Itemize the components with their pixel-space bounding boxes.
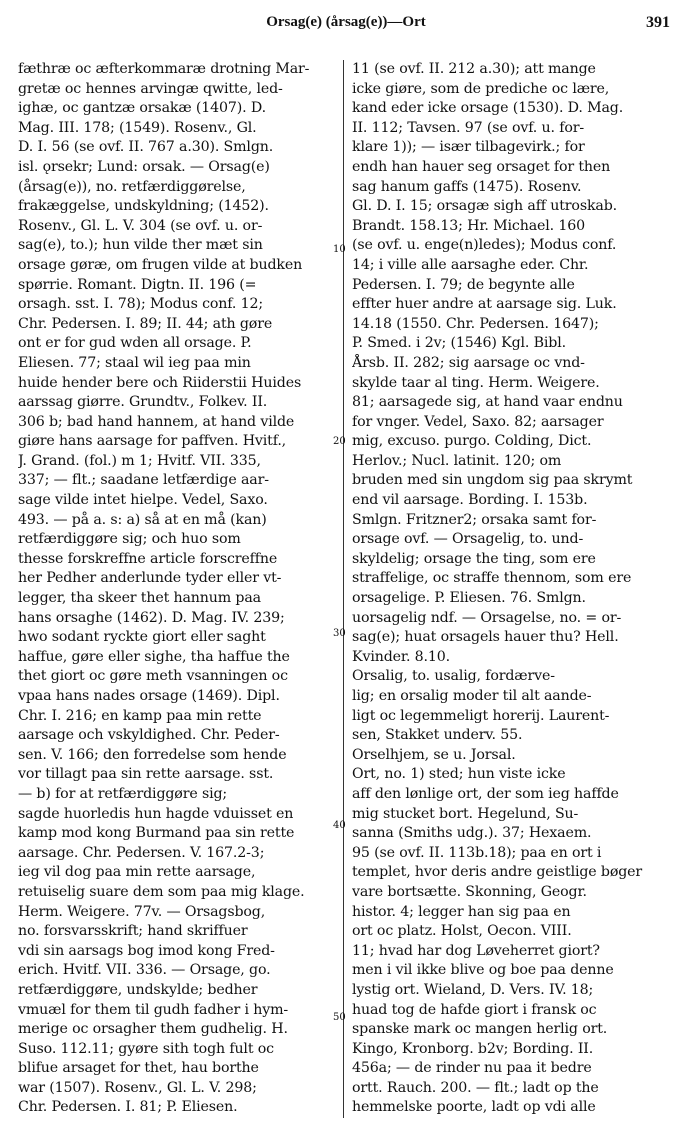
text-line: fæthræ oc æfterkommaræ drotning Mar-: [18, 61, 310, 77]
line-number: 10: [333, 244, 346, 255]
text-line: Pedersen. I. 79; de begynte alle: [352, 276, 575, 293]
text-line: Orsalig, to. usalig, fordærve-: [352, 668, 555, 685]
text-line: orsage gøræ, om frugen vilde at budken: [18, 256, 303, 273]
text-line: Mag. III. 178; (1549). Rosenv., Gl.: [18, 119, 257, 136]
text-line: thesse forskreffne article forscreffne: [18, 550, 278, 567]
text-line: kand eder icke orsage (1530). D. Mag.: [352, 100, 624, 117]
text-line: erich. Hvitf. VII. 336. — Orsage, go.: [18, 962, 271, 979]
page-number: 391: [646, 14, 670, 31]
text-line: legger, tha skeer thet hannum paa: [18, 590, 261, 607]
text-line: sage vilde intet hielpe. Vedel, Saxo.: [18, 492, 268, 509]
page-header: [0, 14, 692, 38]
text-line: Rosenv., Gl. L. V. 304 (se ovf. u. or-: [18, 217, 263, 234]
text-line: straffelige, oc straffe thennom, som ere: [352, 570, 632, 587]
text-line: ont er for gud wden all orsage. P.: [18, 335, 252, 352]
text-line: lig; en orsalig moder til alt aande-: [352, 688, 592, 704]
text-line: histor. 4; legger han sig paa en: [352, 903, 571, 920]
text-line: (se ovf. u. enge(n)ledes); Modus conf.: [352, 237, 617, 254]
text-line: J. Grand. (fol.) m 1; Hvitf. VII. 335,: [18, 452, 261, 469]
text-line: hemmelske poorte, ladt op vdi alle: [352, 1099, 596, 1116]
left-column: [18, 60, 336, 1118]
text-line: Chr. Pedersen. I. 89; II. 44; ath gøre: [18, 315, 273, 332]
text-line: Ort, no. 1) sted; hun viste icke: [352, 766, 566, 783]
text-line: retfærdiggøre sig; och huo som: [18, 531, 241, 548]
text-line: P. Smed. i 2v; (1546) Kgl. Bibl.: [352, 335, 566, 352]
text-line: frakæggelse, undskyldning; (1452).: [18, 198, 269, 215]
text-line: klare 1)); — især tilbagevirk.; for: [352, 139, 585, 156]
text-line: 81; aarsagede sig, at hand vaar endnu: [352, 394, 623, 411]
text-line: Brandt. 158.13; Hr. Michael. 160: [352, 217, 585, 234]
text-line: isl. ǫrsekr; Lund: orsak. — Orsag(e): [18, 158, 270, 175]
text-line: vpaa hans nades orsage (1469). Dipl.: [18, 688, 280, 704]
text-line: ighæ, oc gantzæ orsakæ (1407). D.: [18, 100, 266, 117]
text-line: kamp mod kong Burmand paa sin rette: [18, 825, 295, 842]
text-line: mig stucket bort. Hegelund, Su-: [352, 805, 579, 822]
text-line: — b) for at retfærdiggøre sig;: [18, 785, 228, 802]
text-line: ort oc platz. Holst, Oecon. VIII.: [352, 923, 572, 940]
column-rule: [343, 60, 344, 1118]
text-line: ortt. Rauch. 200. — flt.; ladt op the: [352, 1079, 599, 1096]
text-line: Kingo, Kronborg. b2v; Bording. II.: [352, 1040, 594, 1057]
text-line: aff den lønlige ort, der som ieg haffde: [352, 785, 619, 802]
text-line: orsage ovf. — Orsagelig, to. und-: [352, 531, 584, 548]
text-line: Årsb. II. 282; sig aarsage oc vnd-: [352, 354, 585, 371]
text-line: sen, Stakket underv. 55.: [352, 727, 523, 744]
text-line: 14.18 (1550. Chr. Pedersen. 1647);: [352, 315, 599, 332]
text-line: vdi sin aarsags bog imod kong Fred-: [18, 942, 275, 959]
text-line: gretæ oc hennes arvingæ qwitte, led-: [18, 80, 283, 97]
text-line: effter huer andre at aarsage sig. Luk.: [352, 296, 617, 313]
text-line: sen. V. 166; den forredelse som hende: [18, 746, 287, 763]
text-line: sag(e), to.); hun vilde ther mæt sin: [18, 237, 263, 254]
text-line: vor tillagt paa sin rette aarsage. sst.: [18, 766, 274, 783]
text-line: mig, excuso. purgo. Colding, Dict.: [352, 433, 592, 450]
text-line: orsagh. sst. I. 78); Modus conf. 12;: [18, 296, 263, 313]
text-line: retuiselig suare dem som paa mig klage.: [18, 883, 305, 900]
text-line: D. I. 56 (se ovf. II. 767 a.30). Smlgn.: [18, 139, 274, 156]
text-line: 95 (se ovf. II. 113b.18); paa en ort i: [352, 844, 602, 861]
text-line: Smlgn. Fritzner2; orsaka samt for-: [352, 511, 597, 528]
text-line: retfærdiggøre, undskylde; bedher: [18, 981, 258, 998]
text-line: Chr. I. 216; en kamp paa min rette: [18, 707, 262, 724]
text-line: lystig ort. Wieland, D. Vers. IV. 18;: [352, 981, 594, 998]
text-line: aarssag giørre. Grundtv., Folkev. II.: [18, 394, 268, 411]
text-line: no. forsvarsskrift; hand skriffuer: [18, 923, 248, 940]
text-line: uorsagelig ndf. — Orsagelse, no. = or-: [352, 609, 622, 626]
running-head: Orsag(e) (årsag(e))—Ort: [266, 14, 426, 30]
line-number: 50: [333, 1012, 346, 1023]
line-number: 40: [333, 820, 346, 831]
text-line: Chr. Pedersen. I. 81; P. Eliesen.: [18, 1099, 238, 1116]
text-line: 493. — på a. s: a) så at en må (kan): [18, 511, 267, 528]
text-line: orsagelige. P. Eliesen. 76. Smlgn.: [352, 590, 586, 607]
right-column: [352, 60, 674, 1118]
text-line: Herm. Weigere. 77v. — Orsagsbog,: [18, 903, 266, 920]
text-line: spanske mark oc mangen herlig ort.: [352, 1021, 608, 1038]
text-line: sagde huorledis hun hagde vduisset en: [18, 805, 294, 822]
text-line: aarsage. Chr. Pedersen. V. 167.2-3;: [18, 844, 265, 861]
text-line: huad tog de hafde giort i fransk oc: [352, 1001, 597, 1018]
text-line: bruden med sin ungdom sig paa skrymt: [352, 472, 633, 489]
text-line: ieg vil dog paa min rette aarsage,: [18, 864, 256, 881]
text-line: Gl. D. I. 15; orsagæ sigh aff utroskab.: [352, 198, 617, 215]
text-line: skylde taar al ting. Herm. Weigere.: [352, 374, 600, 391]
text-line: 306 b; bad hand hannem, at hand vilde: [18, 413, 295, 430]
text-line: Eliesen. 77; staal wil ieg paa min: [18, 354, 251, 371]
text-line: aarsage och vskyldighed. Chr. Peder-: [18, 727, 280, 744]
text-line: ligt oc legemmeligt horerij. Laurent-: [352, 707, 610, 724]
text-line: war (1507). Rosenv., Gl. L. V. 298;: [18, 1079, 257, 1096]
text-line: 11 (se ovf. II. 212 a.30); att mange: [352, 61, 596, 77]
text-line: hans orsaghe (1462). D. Mag. IV. 239;: [18, 609, 285, 626]
text-line: 337; — flt.; saadane letfærdige aar-: [18, 472, 269, 489]
text-line: end vil aarsage. Bording. I. 153b.: [352, 492, 588, 509]
text-line: Herlov.; Nucl. latinit. 120; om: [352, 452, 562, 469]
line-number: 20: [333, 436, 346, 447]
text-line: templet, hvor deris andre geistlige bøger: [352, 864, 643, 881]
text-line: vmuæl for them til gudh fadher i hym-: [18, 1001, 289, 1018]
text-line: 11; hvad har dog Løveherret giort?: [352, 942, 600, 959]
text-line: 14; i ville alle aarsaghe eder. Chr.: [352, 256, 589, 273]
text-line: vare bortsætte. Skonning, Geogr.: [352, 883, 587, 900]
text-line: sag(e); huat orsagels hauer thu? Hell.: [352, 629, 619, 646]
text-line: men i vil ikke blive og boe paa denne: [352, 962, 614, 979]
text-line: sanna (Smiths udg.). 37; Hexaem.: [352, 825, 592, 842]
text-line: haffue, gøre eller sighe, tha haffue the: [18, 648, 290, 665]
text-line: endh han hauer seg orsaget for then: [352, 158, 611, 175]
text-line: spørrie. Romant. Digtn. II. 196 (=: [18, 276, 257, 293]
text-line: II. 112; Tavsen. 97 (se ovf. u. for-: [352, 119, 584, 136]
text-line: icke giøre, som de prediche oc lære,: [352, 80, 610, 97]
text-line: blifue arsaget for thet, hau borthe: [18, 1060, 259, 1077]
text-line: skyldelig; orsage the ting, som ere: [352, 550, 596, 567]
text-line: her Pedher anderlunde tyder eller vt-: [18, 570, 282, 587]
text-line: for vnger. Vedel, Saxo. 82; aarsager: [352, 413, 604, 430]
text-line: 456a; — de rinder nu paa it bedre: [352, 1060, 592, 1077]
line-number: 30: [333, 628, 346, 639]
text-line: Orselhjem, se u. Jorsal.: [352, 746, 516, 763]
text-line: merige oc orsagher them gudhelig. H.: [18, 1021, 288, 1038]
text-line: (årsag(e)), no. retfærdiggørelse,: [18, 178, 246, 195]
text-line: Suso. 112.11; gyøre sith togh fult oc: [18, 1040, 274, 1057]
text-line: sag hanum gaffs (1475). Rosenv.: [352, 178, 582, 195]
text-line: thet giort oc gøre meth vsanningen oc: [18, 668, 288, 685]
text-line: Kvinder. 8.10.: [352, 648, 451, 665]
text-line: giøre hans aarsage for paffven. Hvitf.,: [18, 433, 287, 450]
text-line: hwo sodant ryckte giort eller saght: [18, 629, 266, 646]
text-line: huide hender bere och Riiderstii Huides: [18, 374, 302, 391]
